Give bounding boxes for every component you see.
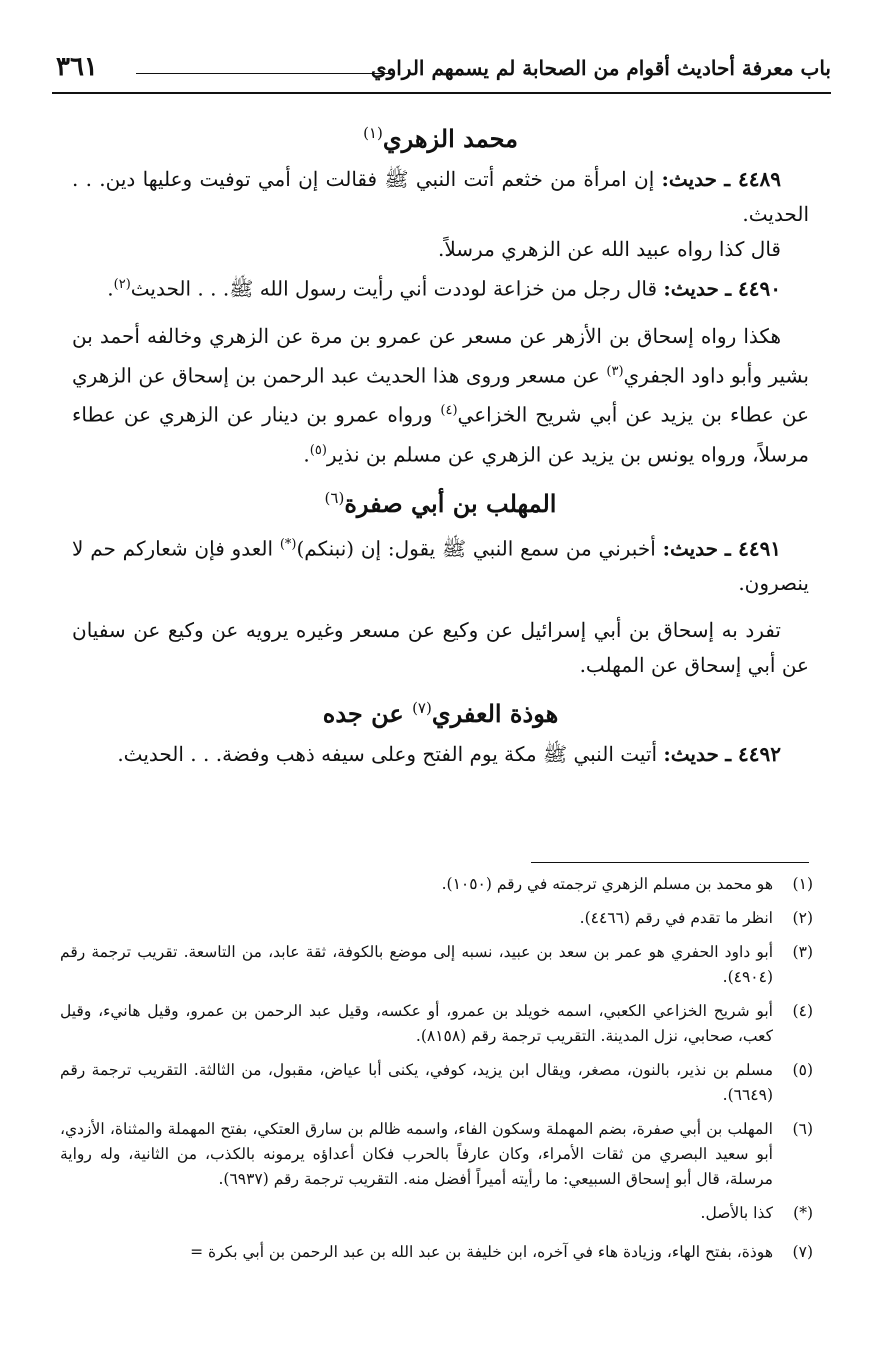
section-title-muhallab xyxy=(72,477,809,525)
hadith-4490: ٤٤٩٠ ـ حديث: قال رجل من خزاعة لوددت أني رأيت رسول الله ﷺ. . . الحديث$^{(٢)}$. xyxy=(107,276,781,301)
footnote-item xyxy=(60,1201,813,1226)
footnote-number: (٦) xyxy=(792,1120,813,1138)
footnote-ref: (٢) xyxy=(113,277,131,292)
hadith-text: أخبرني من سمع النبي ﷺ يقول: إن (نبنكم) xyxy=(296,536,656,561)
footnote-text: هو محمد بن مسلم الزهري ترجمته في رقم (١٠٥٠). xyxy=(441,875,773,893)
footnote-text: انظر ما تقدم في رقم (٤٤٦٦). xyxy=(579,909,773,927)
footnote-item xyxy=(60,906,813,931)
hadith-label: حديث: xyxy=(663,742,719,767)
hadith-text: أتيت النبي ﷺ مكة يوم الفتح وعلى سيفه ذهب وفضة. . . الحديث. xyxy=(117,742,658,767)
footnote-text: هوذة، بفتح الهاء، وزيادة هاء في آخره، ابن خليفة بن عبد الله بن عبد الرحمن بن أبي بكرة = xyxy=(190,1243,773,1261)
paragraph-text: قال كذا رواه عبيد الله عن الزهري مرسلاً. xyxy=(438,237,781,261)
footnote-item xyxy=(60,1117,813,1192)
page-number: ٣٦١ xyxy=(56,52,98,82)
main-text xyxy=(72,108,809,772)
footnote-text: المهلب بن أبي صفرة، بضم المهملة وسكون الفاء، واسمه ظالم بن سارق العتكي، بفتح المهملة والمثناة، الأزدي، أبو سعيد البصري من ثقات الأمراء، وكان عارفاً بالحرب فكان أعداؤه يرمونه بالكذب، من الثانية، وله رواية مرسلة، قال أبو إسحاق السبيعي: ما رأيته أميراً أفضل منه. التقريب ترجمة رقم (٦٩٣٧). xyxy=(60,1120,773,1188)
hadith-number: ٤٤٩١ ـ xyxy=(724,536,782,561)
footnote-item xyxy=(60,1240,813,1265)
footnote-ref: (٥) xyxy=(309,442,327,458)
footnote-ref: (٦) xyxy=(324,488,345,507)
paragraph-text: هكذا رواه إسحاق بن الأزهر عن مسعر عن عمرو بن مرة عن الزهري وخالفه أحمد بن بشير وأبو داود الجفري xyxy=(72,323,809,388)
footnote-ref: (١) xyxy=(363,124,383,142)
section-title-text: عن جده xyxy=(322,699,404,729)
hadith-text: العدو فإن شعاركم حم لا ينصرون. xyxy=(72,536,809,596)
footnotes xyxy=(60,872,813,1274)
footnote-item xyxy=(60,940,813,990)
footnote-number: (٢) xyxy=(792,909,813,927)
footnote-text: مسلم بن نذير، بالنون، مصغر، ويقال ابن يزيد، كوفي، يكنى أبا عياض، مقبول، من الثالثة. التقريب ترجمة رقم (٦٦٤٩). xyxy=(60,1061,773,1104)
footnote-text: أبو داود الحفري هو عمر بن سعد بن عبيد، نسبه إلى موضع بالكوفة، ثقة عابد، من التاسعة. تقريب ترجمة رقم (٤٩٠٤). xyxy=(60,943,773,986)
hadith-4491 xyxy=(72,527,809,602)
header-title: باب معرفة أحاديث أقوام من الصحابة لم يسمهم الراوي xyxy=(370,56,831,80)
footnote-ref: (٤) xyxy=(440,403,458,419)
footnote-number: (٥) xyxy=(792,1061,813,1079)
paragraph-tafarrad xyxy=(72,613,809,683)
hadith-label: حديث: xyxy=(661,167,717,191)
section-title-text: المهلب بن أبي صفرة xyxy=(344,488,557,518)
footnote-number: (٣) xyxy=(792,943,813,961)
section-title-zuhri xyxy=(72,112,809,160)
footnote-ref: (*) xyxy=(279,536,297,552)
footnote-ref: (٣) xyxy=(606,363,624,379)
footnote-item xyxy=(60,999,813,1049)
paragraph-text: ورواه عمرو بن دينار عن الزهري عن عطاء مرسلاً، ورواه يونس بن يزيد عن الزهري عن مسلم بن نذير xyxy=(72,402,809,467)
footnote-text: أبو شريح الخزاعي الكعبي، اسمه خويلد بن عمرو، أو عكسه، وقيل عبد الرحمن بن عمرو، وقيل هانيء، وقيل كعب، صحابي، نزل المدينة. التقريب ترجمة رقم (٨١٥٨). xyxy=(60,1002,773,1045)
hadith-text: قال رجل من خزاعة لوددت أني رأيت رسول الله ﷺ. . . الحديث xyxy=(130,276,658,301)
hadith-label: حديث: xyxy=(662,536,719,561)
hadith-number: ٤٤٨٩ ـ xyxy=(724,167,781,191)
paragraph-text: تفرد به إسحاق بن أبي إسرائيل عن وكيع عن مسعر وغيره يرويه عن وكيع عن سفيان عن أبي إسحاق عن المهلب. xyxy=(72,618,809,678)
hadith-4492 xyxy=(72,737,809,772)
section-title-text: محمد الزهري xyxy=(382,124,518,153)
footnote-number: (٧) xyxy=(792,1243,813,1261)
hadith-4489 xyxy=(72,162,809,232)
footnote-number: (*) xyxy=(793,1204,813,1222)
header-rule xyxy=(136,73,391,74)
footnote-separator xyxy=(531,862,809,863)
paragraph-end: . xyxy=(303,442,310,467)
paragraph-text: عن مسعر وروى هذا الحديث عبد الرحمن بن إسحاق عن الزهري عن عطاء بن يزيد عن أبي شريح الخزاعي xyxy=(72,363,810,427)
footnote-number: (٤) xyxy=(792,1002,813,1020)
paragraph-isnad xyxy=(72,319,809,473)
section-title-text: هوذة العفري xyxy=(431,699,559,729)
hadith-number: ٤٤٩٠ ـ xyxy=(725,276,781,301)
footnote-number: (١) xyxy=(792,875,813,893)
footnote-item xyxy=(60,872,813,897)
hadith-label: حديث: xyxy=(663,276,719,301)
footnote-item xyxy=(60,1058,813,1108)
running-header xyxy=(52,52,831,94)
hadith-text: إن امرأة من خثعم أتت النبي ﷺ فقالت إن أمي توفيت وعليها دين. . . الحديث. xyxy=(72,167,809,226)
paragraph-zuhri-note xyxy=(72,232,809,267)
section-title-hawdha xyxy=(72,687,809,735)
footnote-text: كذا بالأصل. xyxy=(700,1204,773,1222)
hadith-number: ٤٤٩٢ ـ xyxy=(725,742,781,767)
footnote-ref: (٧) xyxy=(412,699,432,718)
